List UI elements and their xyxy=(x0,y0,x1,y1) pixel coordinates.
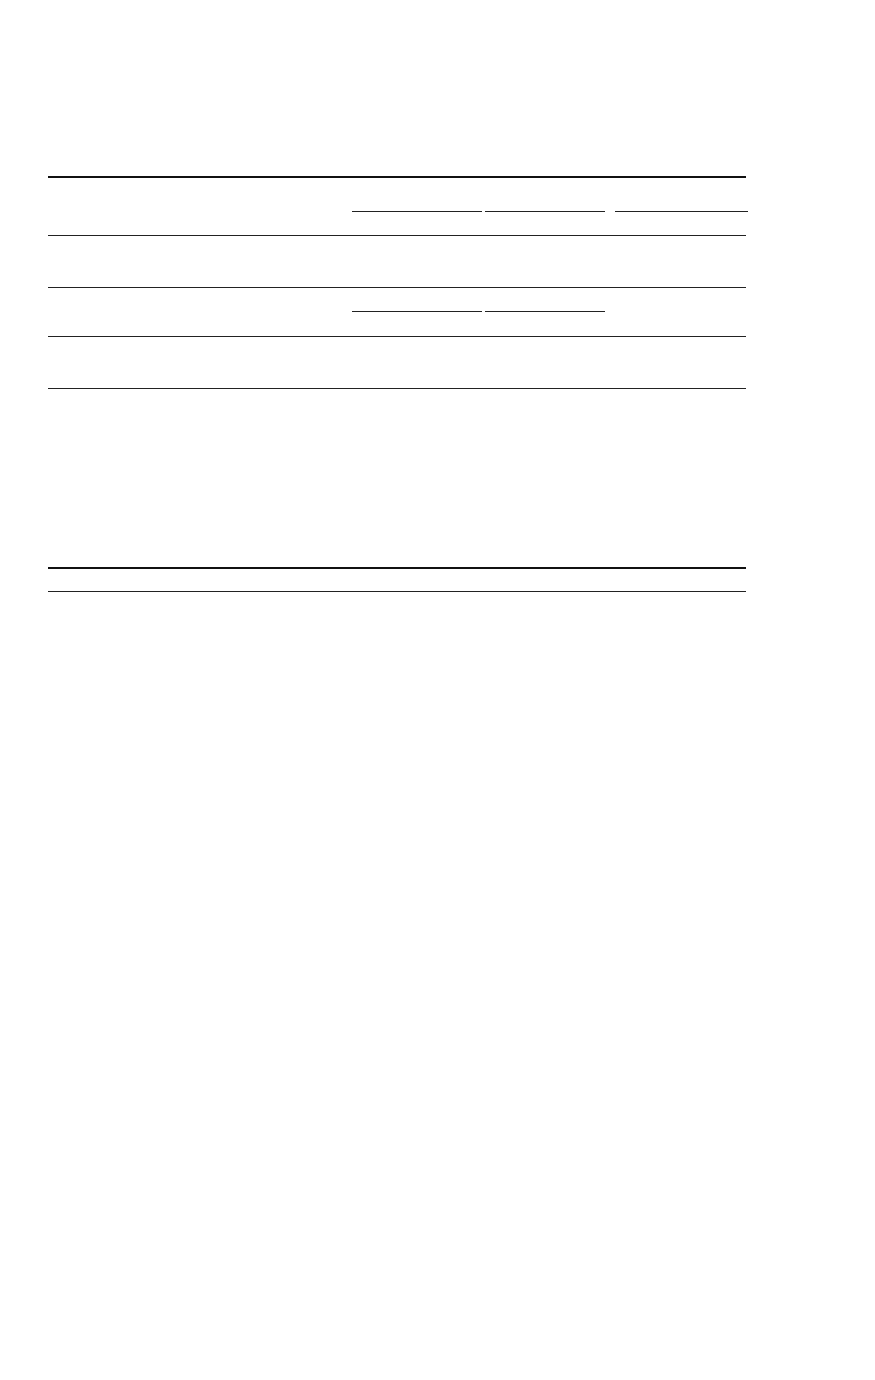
table42-header-rule xyxy=(48,235,746,236)
table43-header-rule xyxy=(48,591,746,592)
table42-header-rule-2 xyxy=(48,336,746,337)
table42-top-rule xyxy=(48,176,746,178)
table42-matte-underline xyxy=(485,211,605,212)
table42-scrap-underline xyxy=(485,311,605,312)
table43-top-rule xyxy=(48,567,746,569)
table42-refined-underline xyxy=(352,311,482,312)
table42-ore-underline xyxy=(352,211,482,212)
table42-footnote xyxy=(60,391,61,406)
table42-blister-underline xyxy=(615,211,748,212)
table42-mid-rule xyxy=(48,287,746,288)
table42-bottom-rule xyxy=(48,388,746,389)
